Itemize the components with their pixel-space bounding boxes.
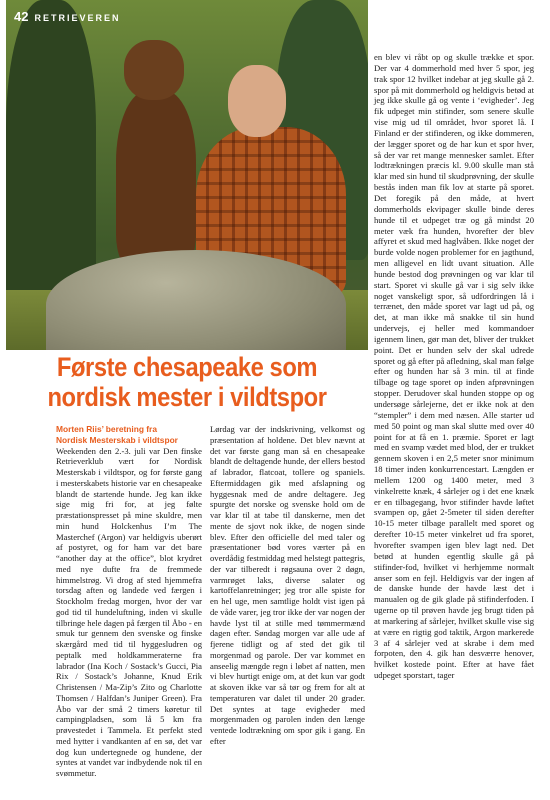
magazine-name: RETRIEVEREN (34, 13, 121, 23)
column-2-text: Lørdag var der indskrivning, velkomst og præsentation af holdene. Det blev nævnt at det var første gang man så en chesapeake blandt de deltagende hunde, der ellers bestod af labrador, flatcoat, tollere og spaniels. Eftermiddagen gik med afslapning og hyggesnak med de andre deltagere. Jeg spurgte det norske og svenske hold om de var klar til at tabe til danskerne, men det mente de sjovt nok ikke, de nogen sinde blev. Efter den officielle del med taler og præsentationer bød vores værter på en overdådig festmiddag med helstegt pattegris, der var tilberedt i røgsauna over 2 døgn, varmrøget laks, diverse salater og kartoffelanretninger; jeg tror alle spiste for en hel uge, men samtlige holdt vist igen på de våde varer, jeg tror ikke der var nogen der havde lyst til at stille med tømmermænd dagen efter. Søndag morgen var alle ude af fjerene tidligt og af sted det gik til morgenmad og parole. Der var kommet en anseelig mængde regn i løbet af natten, men vi blev hurtigt enige om, at det kun var godt at skoven ikke var så tør og frem for alt at temperaturen var dalet til under 20 grader. Det syntes at tage evigheder med morgenmaden og parolen inden den længe ventede lodtrækning om spor gik i gang. En efter (210, 424, 365, 746)
column-3-text: en blev vi råbt op og skulle trække et spor. Der var 4 dommerhold med hver 5 spor, jeg trak spor 12 hvilket indebar at jeg skulle gå 2. spor på mit dommerhold og heldigvis betød at jeg ikke skulle gå og vente i ‘evigheder’. Jeg fik udpeget min stifinder, som senere skulle vise mig ud til området, hvor sporet lå. I Finland er der stifinderen, og ikke dommeren, der lægger sporet og de har kun et spor hver, så der var ret mange mennesker samlet. Efter lodtrækningen præcis kl. 9.00 skulle man stå klar med sin hund til skudprøvning, der skulle bestås inden man fik lov at starte på sporet. Det foregik på den måde, at hvert dommerholds ekvipager skulle binde deres hunde til et udpeget træ og gå mindst 20 meter væk fra hunden, hvorefter der blev affyret et skud med haglvåben. Ikke noget der burde volde nogen problemer for en jagthund, men alligevel en lidt uvant situation. Alle hunde bestod dog prøvningen og var klar til start. Sporet vi skulle gå var i sig selv ikke noget vanskeligt spor, så udfordringen lå i terrænet, den måde sporet var lagt ud på, og det, at man ikke må snakke til sin hund undervejs, ej heller med kommandoer igennem linen, gør man det, bliver der trukket point. Det er hunden selv der skal udrede sporet og gå efter på afledning, skal man følge efter og hunden har så 3 min. til at finde tilbage og tage sporet op inden afprøvningen stopper. Derudover skal hunden stoppe op og undersøge sårlejerne, det er ikke nok at den “stempler” i dem med næsen. Alle starter ud med 50 point og man skal slutte med over 40 point for at få en 1. præmie. Sporet er lagt med en svamp vædet med blod, der er trukket gennem skoven i en 2,5 meter snor minimum 18 timer inden konkurrencestart. Længden er mellem 1200 og 1400 meter, med 3 vinkelrette knæk, 4 sårlejer og i det ene knæk er en tilbagegang, hvor stifinder havde løftet svampen op, gået 2-5meter til siden derefter 10-15 meter tilbage parallelt med sporet og derefter 10-15 meter vinkelret ud fra sporet, hvorefter svampen igen blev lagt ned. Det betød at hunden egentlig skulle gå på stifinder-fod, hvilket vi herhjemme normalt anser som en fejl. Heldigvis var der ingen af de danske hunde der havde læst det i manualen og de gik glade på stifinderfoden. I ugerne op til prøven havde jeg brugt tiden på at markering af sårlejer, hvilket skulle vise sig at være en rigtig god taktik, Argon markerede 3 af 4 sårlejer ved at skrabe i dem med forpoten, den 4. gik han desværre henover, hvilket kostede point. Efter at have fået udpeget sporstart, tager (374, 52, 534, 681)
text-column-1 (56, 424, 202, 779)
headline-line-1: Første chesapeake som (56, 352, 318, 382)
column-1-text: Weekenden den 2.-3. juli var Den finske Retrieverklub vært for Nordisk Mesterskab i vildtspor, og for første gang i mesterskabets historie var en chesapeake blandt de startende hunde. Jeg kan ikke sige mig fri for, at jeg følte præstationspresset på mine skuldre, men min hund Holckenhus I’m The Masterchef (Argon) var heldigvis uberørt af postyret, og for ham var det bare “another day at the office”, blot krydret med nye dufte fra de fremmede himmelstrøg. Vi drog af sted hjemmefra torsdag aften og landede ved færgen i Stockholm fredag morgen, hvor der var god tid til hundeluftning, inden vi skulle tilbringe hele dagen på færgen til Åbo - en smuk tur gennem den svenske og finske skærgård med tid til hyggesludren og peptalk med holdkammeraterne fra labrador (Ina Koch / Sostack’s Gucci, Pia Rix / Sostack’s Johanne, Knud Erik Christensen / Ma-Zip’s Zito og Charlotte Thomsen / Halfdan’s Juniper Green). Fra Åbo var der små 2 timers køretur til campingpladsen, som lå 5 km fra prøvestedet i Tammela. Et perfekt sted med hytter i vandkanten af en sø, det var dog kun undertegnede og hundene, der syntes at vandet var indbydende nok til en svømmetur. (56, 445, 202, 778)
page-folio (14, 9, 120, 24)
rock-shape (46, 250, 346, 350)
chesapeake-dog-figure (106, 40, 201, 270)
article-photo (6, 0, 368, 350)
text-column-2 (210, 424, 365, 747)
text-column-3 (374, 52, 534, 681)
headline-line-2: nordisk mester i vildtspor (47, 382, 327, 412)
page-number: 42 (14, 9, 29, 24)
article-headline (28, 352, 347, 412)
byline-line-1: Morten Riis’ beretning fra (56, 424, 157, 434)
byline-line-2: Nordisk Mesterskab i vildtspor (56, 434, 178, 445)
byline (56, 424, 202, 446)
